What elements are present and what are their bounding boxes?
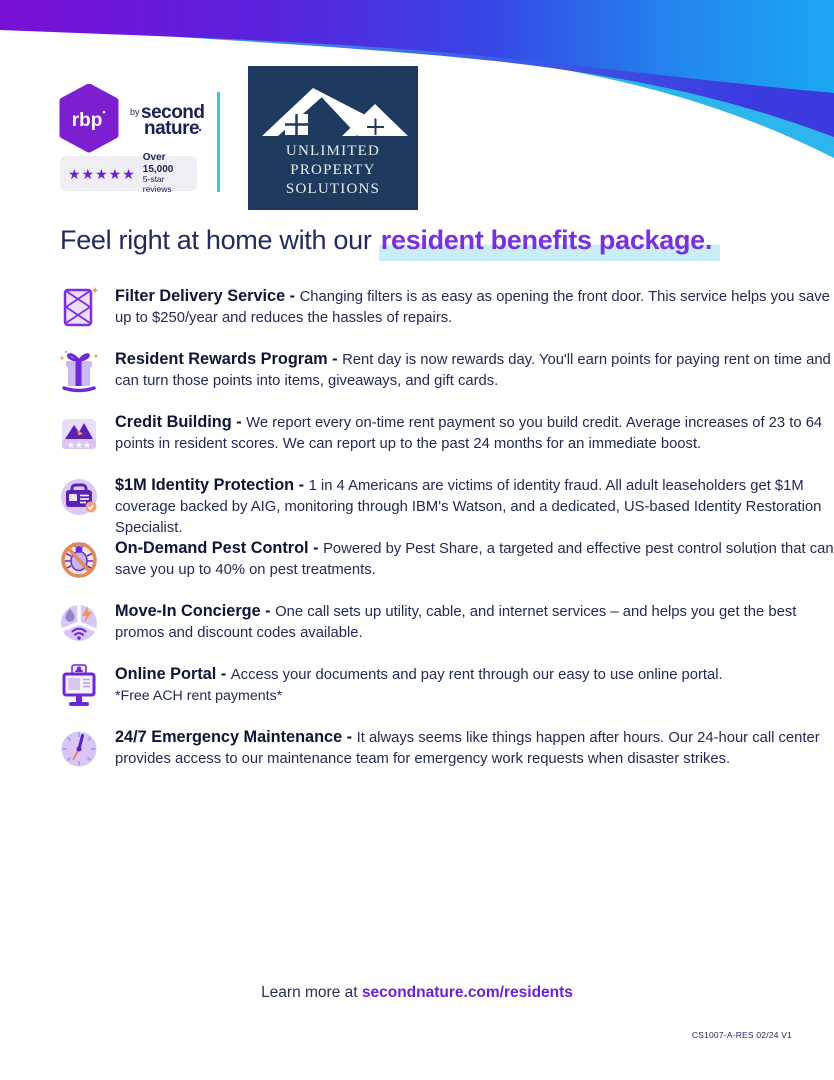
benefit-heading: 24/7 Emergency Maintenance -: [115, 728, 357, 746]
benefit-filter-delivery: [58, 285, 834, 348]
rbp-by-second-nature-logo: [56, 84, 206, 154]
benefit-credit-building: [58, 411, 834, 474]
benefit-description: Rent day is now rewards day. You'll earn points for paying rent on time and can turn those points into items, giveaways, and gift cards.: [115, 352, 831, 390]
unlimited-property-solutions-logo: [248, 66, 418, 210]
second-nature-wordmark: [130, 102, 205, 139]
benefit-description: We report every on-time rent payment so you build credit. Average increases of 23 to 64 points in resident scores. We can report up to the past 24 months for an immediate boost.: [115, 415, 823, 453]
svg-text:by: by: [130, 107, 140, 117]
benefit-move-in-concierge: [58, 600, 834, 663]
page-title: [60, 225, 720, 256]
house-roof-icon: [258, 78, 408, 140]
gift-icon: [58, 348, 100, 394]
benefit-pest-control: [58, 537, 834, 600]
benefit-description: It always seems like things happen after hours. Our 24-hour call center provides access to our maintenance team for emergency work requests when disaster strikes.: [115, 730, 820, 768]
title-highlight: resident benefits package.: [379, 225, 720, 261]
partner-logo-line2: PROPERTY: [290, 162, 376, 179]
svg-text:nature: nature: [144, 118, 200, 139]
benefit-heading: $1M Identity Protection -: [115, 476, 309, 494]
reviews-count: Over 15,000: [142, 152, 174, 175]
id-card-icon: [58, 474, 100, 520]
no-pest-icon: [58, 537, 100, 583]
benefit-note: *Free ACH rent payments*: [115, 688, 283, 705]
partner-logo-line3: SOLUTIONS: [285, 181, 381, 198]
benefit-identity-protection: [58, 474, 834, 537]
svg-text:second: second: [141, 102, 205, 123]
svg-text:★★★: ★★★: [66, 440, 92, 450]
reviews-label: 5-star reviews: [142, 174, 172, 194]
benefit-description: Access your documents and pay rent through our easy to use online portal.: [230, 667, 723, 683]
benefit-description: Powered by Pest Share, a targeted and effective pest control solution that can save you up to 40% on pest treatments.: [115, 541, 834, 579]
benefit-description: Changing filters is as easy as opening the front door. This service helps you save up to $250/year and reduces the hassles of repairs.: [115, 289, 830, 327]
air-filter-icon: [58, 285, 100, 331]
five-star-reviews-badge: [60, 152, 197, 194]
benefit-heading: Resident Rewards Program -: [115, 350, 343, 368]
second-nature-residents-link[interactable]: secondnature.com/residents: [361, 984, 573, 1001]
benefit-online-portal: [58, 663, 834, 726]
rbp-hexagon-icon: [58, 87, 120, 149]
benefit-heading: Filter Delivery Service -: [115, 287, 300, 305]
learn-more-prefix: Learn more at: [261, 984, 362, 1001]
benefit-emergency-maintenance: [58, 726, 834, 789]
learn-more-line: [0, 984, 834, 1002]
benefit-heading: Move-In Concierge -: [115, 602, 276, 620]
credit-badge-icon: [58, 411, 100, 457]
benefit-heading: On-Demand Pest Control -: [115, 539, 324, 557]
online-portal-icon: [58, 663, 100, 709]
benefit-heading: Credit Building -: [115, 413, 247, 431]
star-rating-icon: ★★★★★: [68, 165, 136, 182]
benefits-list: [58, 285, 834, 789]
utilities-icon: [58, 600, 100, 646]
benefit-description: 1 in 4 Americans are victims of identity fraud. All adult leaseholders get $1M coverage backed by AIG, monitoring through IBM's Watson, and a dedicated, US-based Identity Restoration Specialist.: [115, 478, 822, 537]
benefit-heading: Online Portal -: [115, 665, 231, 683]
title-prefix: Feel right at home with our: [60, 225, 379, 255]
benefit-description: One call sets up utility, cable, and internet services – and helps you get the best promos and discount codes available.: [115, 604, 797, 642]
svg-text:rbp: rbp: [71, 110, 103, 131]
partner-logo-line1: UNLIMITED: [285, 143, 381, 159]
benefit-resident-rewards: [58, 348, 834, 411]
emergency-clock-icon: [58, 726, 100, 772]
logo-divider: [217, 92, 220, 192]
document-code: CS1007-A-RES 02/24 V1: [691, 1030, 792, 1040]
